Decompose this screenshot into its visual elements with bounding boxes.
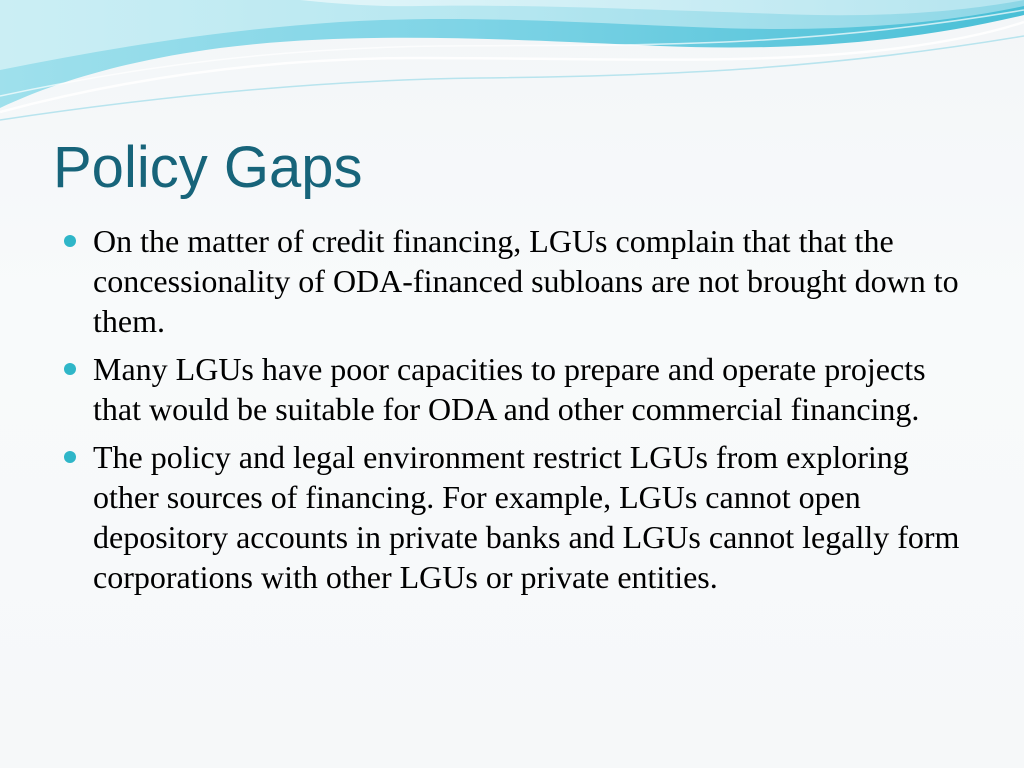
bullet-item bbox=[60, 437, 960, 597]
slide-title: Policy Gaps bbox=[53, 135, 363, 200]
bullet-dot-icon bbox=[64, 235, 76, 247]
bullet-text: The policy and legal environment restrict LGUs from exploring other sources of financing. For example, LGUs cannot open depository accounts in private banks and LGUs cannot legally form corporations with other LGUs or private entities. bbox=[93, 439, 960, 595]
bullet-text: On the matter of credit financing, LGUs complain that that the concessionality of ODA-financed subloans are not brought down to them. bbox=[93, 223, 959, 339]
header-wave-decoration bbox=[0, 0, 1024, 130]
bullet-dot-icon bbox=[64, 451, 76, 463]
bullet-item bbox=[60, 221, 960, 341]
bullet-text: Many LGUs have poor capacities to prepare and operate projects that would be suitable for ODA and other commercial financing. bbox=[93, 351, 926, 427]
bullet-dot-icon bbox=[64, 363, 76, 375]
bullet-list bbox=[60, 221, 960, 605]
bullet-item bbox=[60, 349, 960, 429]
